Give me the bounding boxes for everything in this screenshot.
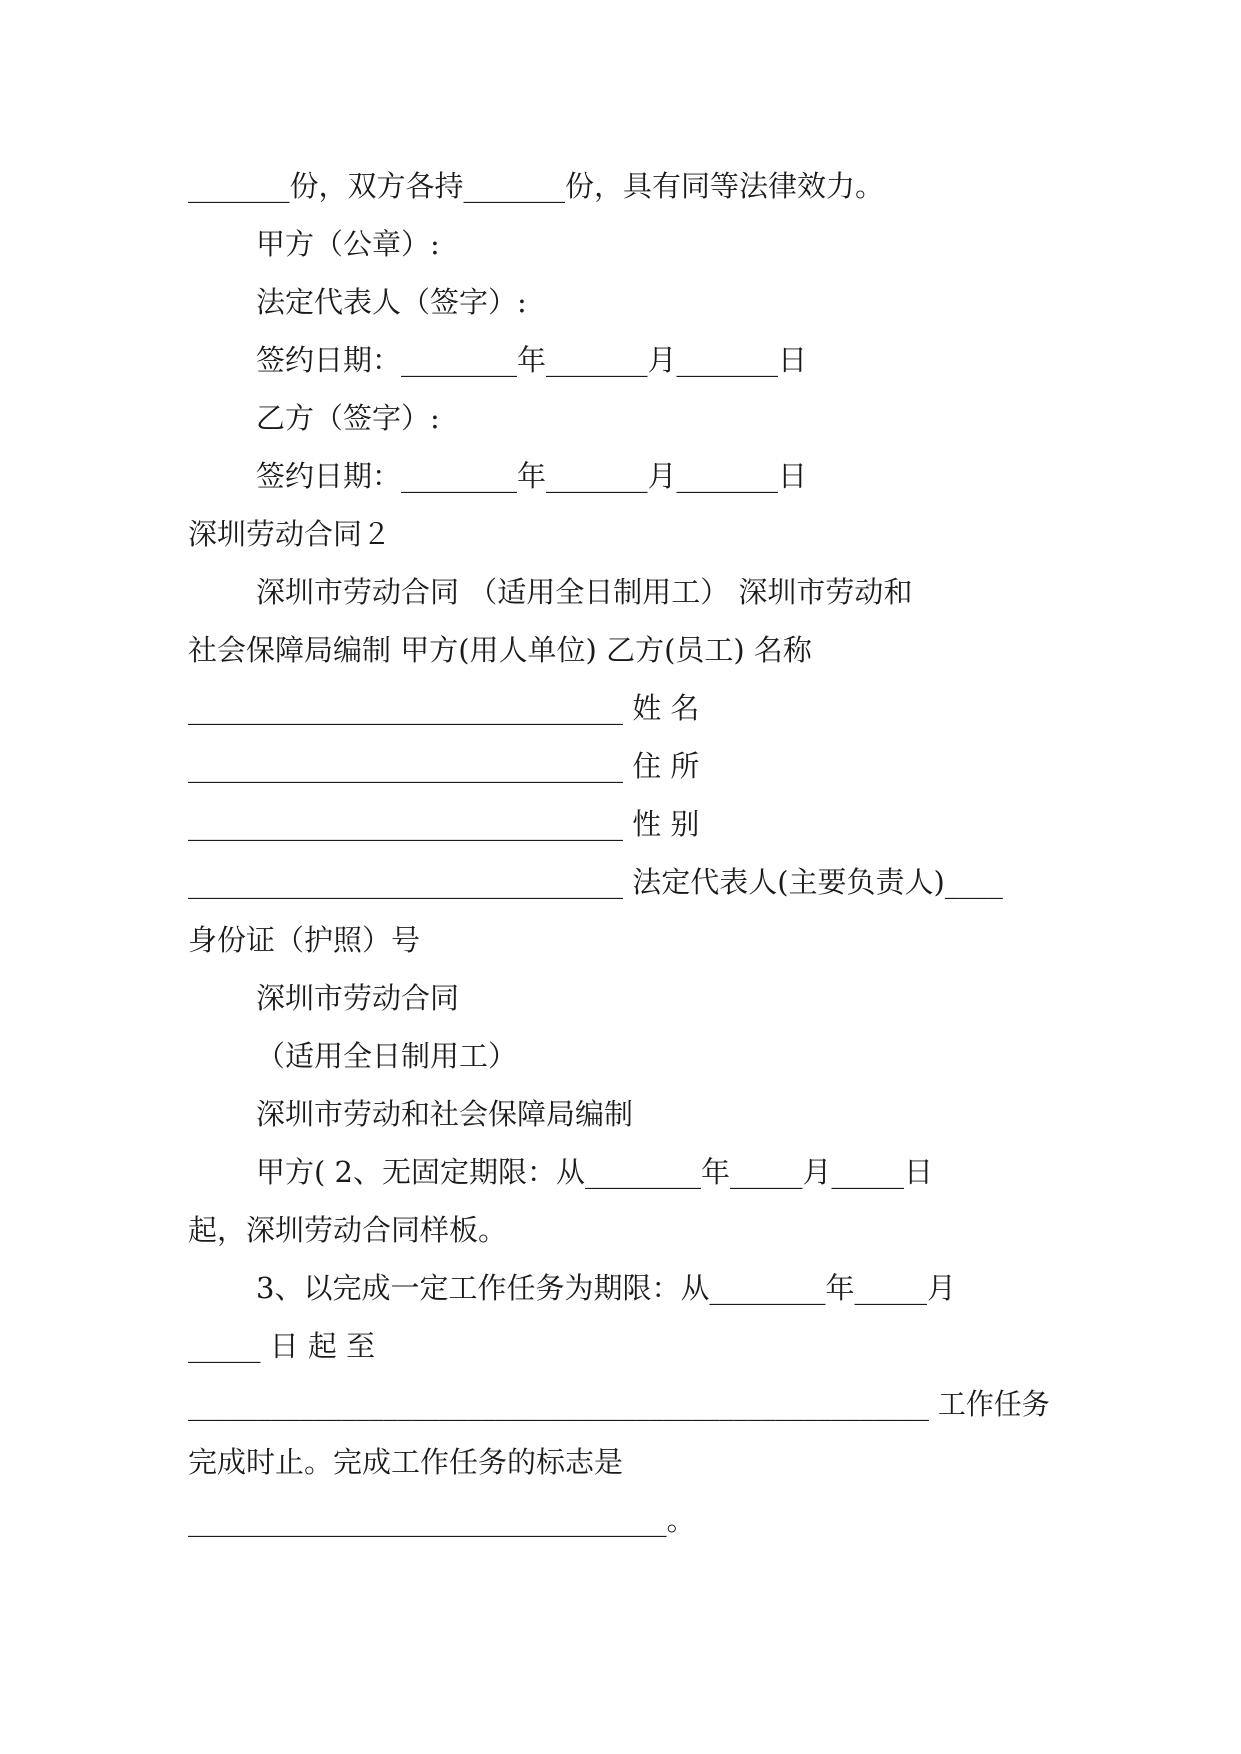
text-line: 身份证（护照）号 [188, 923, 421, 957]
text-line: 签约日期：________年_______月_______日 [256, 343, 808, 377]
section-title: 深圳劳动合同２ [188, 517, 392, 551]
text-line: 深圳市劳动合同 （适用全日制用工） 深圳市劳动和 [256, 575, 913, 609]
text-line: 甲方( 2、无固定期限：从________年_____月_____日 [256, 1155, 933, 1189]
text-line: ______________________________ 姓 名 [188, 691, 700, 725]
text-line: _________________________________。 [188, 1503, 696, 1537]
text-line: 社会保障局编制 甲方(用人单位) 乙方(员工) 名称 [188, 633, 812, 667]
text-line: ______________________________ 住 所 [188, 749, 700, 783]
text-line: 3、以完成一定工作任务为期限：从________年_____月 [256, 1271, 956, 1305]
text-line: ______________________________ 法定代表人(主要负责人)____ [188, 865, 1003, 899]
text-line: 起，深圳劳动合同样板。 [188, 1213, 508, 1247]
text-line: 甲方（公章）: [256, 227, 440, 261]
text-line: 乙方（签字）: [256, 401, 440, 435]
text-line: _______份，双方各持_______份，具有同等法律效力。 [188, 169, 885, 203]
text-line: _____ 日 起 至 [188, 1329, 376, 1363]
text-line: 深圳市劳动合同 [256, 981, 460, 1015]
text-line: ______________________________ 性 别 [188, 807, 700, 841]
text-line: 法定代表人（签字）: [256, 285, 527, 319]
text-line: 深圳市劳动和社会保障局编制 [256, 1097, 634, 1131]
text-line: 签约日期：________年_______月_______日 [256, 459, 808, 493]
text-line: 完成时止。完成工作任务的标志是 [188, 1445, 624, 1479]
text-line: （适用全日制用工） [256, 1039, 518, 1073]
text-line: _____________________________________________________ 工作任务 [188, 1387, 1050, 1421]
